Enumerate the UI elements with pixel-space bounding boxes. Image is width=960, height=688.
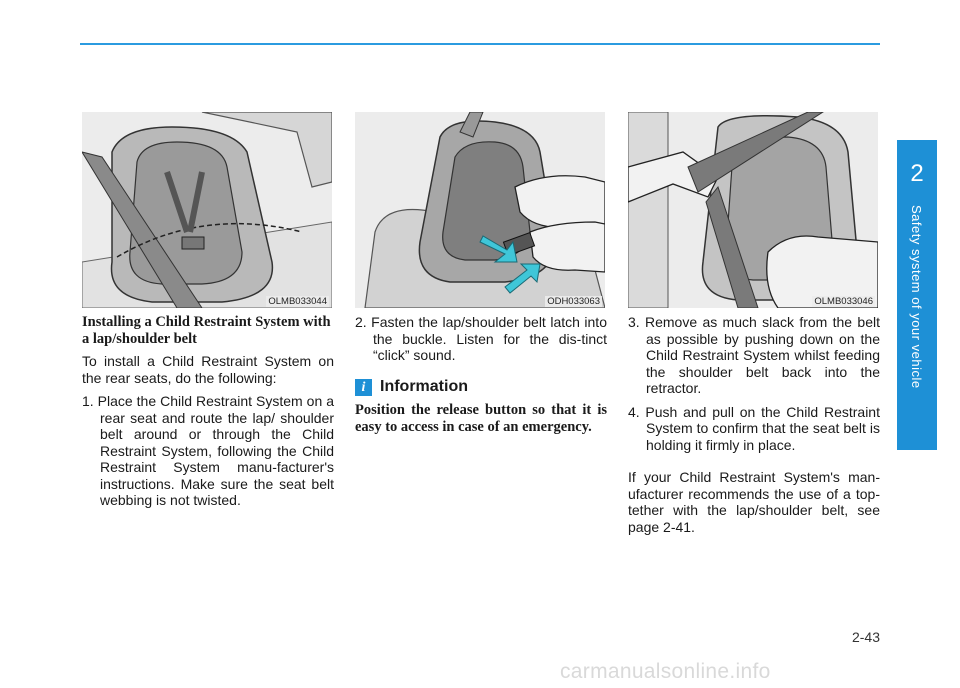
intro-paragraph: To install a Child Restraint System on the rear seats, do the following: bbox=[82, 353, 334, 386]
information-title: Information bbox=[380, 377, 468, 395]
figure-child-seat-belt-routing bbox=[82, 112, 332, 308]
section-heading: Installing a Child Restraint System with a lap/shoulder belt bbox=[82, 314, 331, 347]
info-icon: i bbox=[355, 379, 372, 396]
column-1 bbox=[82, 314, 334, 509]
header-rule bbox=[80, 43, 880, 45]
step-4: 4. Push and pull on the Child Restraint System to confirm that the seat belt is holding it firmly in place. bbox=[628, 403, 880, 453]
child-seat-belt-routing-illustration bbox=[82, 112, 332, 308]
information-text: Position the release button so that it is easy to access in case of an emergency. bbox=[355, 401, 607, 435]
figure-remove-slack bbox=[628, 112, 878, 308]
top-tether-note: If your Child Restraint System's man-ufacturer recommends the use of a top-tether with the lap/shoulder belt, see page 2-41. bbox=[628, 469, 880, 535]
step-3: 3. Remove as much slack from the belt as possible by pushing down on the Child Restraint System whilst feeding the shoulder belt back into the retractor. bbox=[628, 314, 880, 396]
page-number: 2-43 bbox=[851, 629, 880, 645]
column-3 bbox=[628, 314, 880, 535]
information-header bbox=[355, 379, 607, 396]
fasten-buckle-illustration bbox=[355, 112, 605, 308]
figure-code: OLMB033046 bbox=[814, 296, 873, 307]
step-2: 2. Fasten the lap/shoulder belt latch into the buckle. Listen for the dis-tinct “click” sound. bbox=[355, 314, 607, 363]
chapter-title: Safety system of your vehicle bbox=[909, 205, 924, 389]
chapter-number: 2 bbox=[910, 160, 924, 187]
watermark: carmanualsonline.info bbox=[560, 660, 771, 683]
remove-slack-illustration bbox=[628, 112, 878, 308]
figure-code: OLMB033044 bbox=[268, 296, 327, 307]
step-1: 1. Place the Child Restraint System on a rear seat and route the lap/ shoulder belt around or through the Child Restraint System, following the Child Restraint System manu-facturer's instructions. Make sure the seat belt webbing is not twisted. bbox=[82, 393, 334, 508]
figure-fasten-buckle bbox=[355, 112, 605, 308]
column-2 bbox=[355, 314, 607, 437]
figure-code: ODH033063 bbox=[547, 296, 600, 307]
